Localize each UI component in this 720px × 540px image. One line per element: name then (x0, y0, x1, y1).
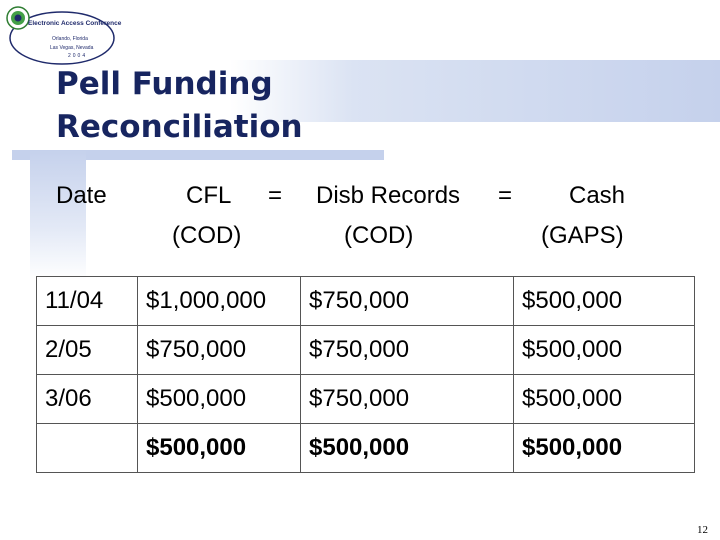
table-row (37, 375, 695, 424)
cell-disb: $750,000 (301, 375, 514, 424)
header-cash-line2: (GAPS) (541, 222, 624, 249)
header-date (56, 176, 107, 216)
header-equals-2: = (498, 182, 513, 209)
cell-disb-total: $500,000 (301, 424, 514, 473)
header-cfl-line2: (COD) (172, 222, 242, 249)
table-row-total (37, 424, 695, 473)
reconciliation-table (36, 276, 695, 473)
header-band (230, 60, 720, 122)
cell-cash: $500,000 (514, 326, 695, 375)
title-line-2: Reconciliation (56, 109, 303, 145)
cell-cfl-total: $500,000 (138, 424, 301, 473)
cell-date: 2/05 (37, 326, 138, 375)
header-disb-line2: (COD) (344, 222, 414, 249)
header-date-label: Date (56, 182, 107, 209)
cell-cash-total: $500,000 (514, 424, 695, 473)
cell-cash: $500,000 (514, 375, 695, 424)
header-equals-1: = (268, 182, 283, 209)
logo-line-2: Orlando, Florida (52, 36, 88, 42)
page-number: 12 (697, 524, 708, 536)
cell-cfl: $750,000 (138, 326, 301, 375)
table-row (37, 326, 695, 375)
cell-cfl: $500,000 (138, 375, 301, 424)
cell-date: 11/04 (37, 277, 138, 326)
cell-cash: $500,000 (514, 277, 695, 326)
logo-line-4: 2004 (68, 53, 88, 59)
conference-logo (4, 4, 122, 68)
cell-disb: $750,000 (301, 277, 514, 326)
logo-line-1: Electronic Access Conference (28, 20, 122, 27)
logo-line-3: Las Vegas, Nevada (50, 45, 94, 51)
cell-date: 3/06 (37, 375, 138, 424)
cell-date (37, 424, 138, 473)
cell-cfl: $1,000,000 (138, 277, 301, 326)
slide-title (56, 63, 303, 149)
header-cfl-line1: CFL (186, 182, 232, 209)
cell-disb: $750,000 (301, 326, 514, 375)
table-row (37, 277, 695, 326)
title-line-1: Pell Funding (56, 66, 273, 102)
header-cash-line1: Cash (569, 182, 626, 209)
header-disb-line1: Disb Records (316, 182, 461, 209)
